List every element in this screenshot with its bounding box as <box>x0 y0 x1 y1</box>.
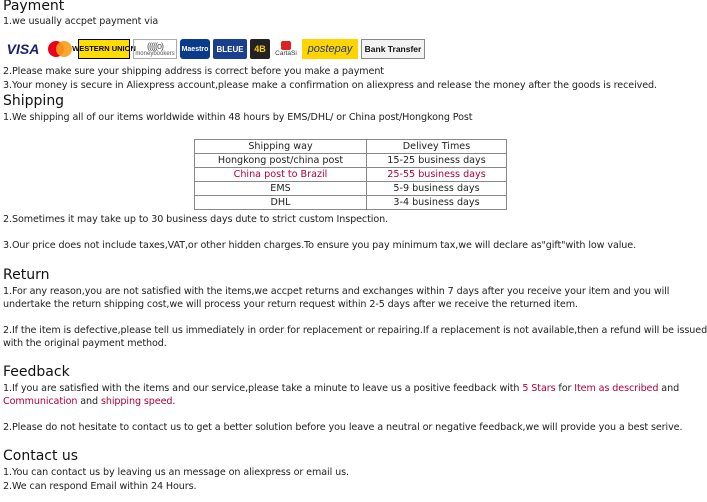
communication-text: Communication <box>3 396 78 407</box>
table-cell: 25-55 business days <box>367 168 507 182</box>
feedback-line-2: 2.Please do not hesitate to contact us to get a better solution before you leave a neutral or negative feedback,we will provide you a best serive. <box>3 422 683 433</box>
shipping-line-1: 1.We shipping all of our items worldwide within 48 hours by EMS/DHL/ or China post/Hongkong Post <box>3 112 473 123</box>
contact-line-2: 2.We can respond Email within 24 Hours. <box>3 481 197 492</box>
return-line-2b: with the original payment method. <box>3 338 167 349</box>
table-cell: 15-25 business days <box>367 154 507 168</box>
feedback-line-1: 1.If you are satisfied with the items and our service,please take a minute to leave us a positive feedback with 5 Stars for Item as described and <box>3 383 680 394</box>
payment-line-1: 1.we usually accpet payment via <box>3 16 159 27</box>
feedback-heading: Feedback <box>3 364 70 380</box>
return-line-1a: 1.For any reason,you are not satisfied with the items,we accpet returns and exchanges within 7 days after you receive your item and you will <box>3 286 670 297</box>
five-stars-text: 5 Stars <box>522 383 556 394</box>
shipping-heading: Shipping <box>3 93 65 109</box>
visa-logo: VISA <box>6 41 40 57</box>
header-shipping-way: Shipping way <box>195 140 367 154</box>
table-row <box>195 154 507 168</box>
4b-logo: 4B <box>250 39 270 59</box>
payment-line-2: 2.Please make sure your shipping address is correct before you make a payment <box>3 66 384 77</box>
feedback-line-1b: Communication and shipping speed. <box>3 396 176 407</box>
shipping-table <box>194 139 507 210</box>
moneybookers-logo: (((((o) moneybookers <box>133 39 177 59</box>
table-cell: EMS <box>195 182 367 196</box>
return-heading: Return <box>3 267 50 283</box>
shipping-table-header <box>195 140 507 154</box>
table-row <box>195 182 507 196</box>
contact-line-1: 1.You can contact us by leaving us an message on aliexpress or email us. <box>3 467 349 478</box>
postepay-logo: postepay <box>302 39 358 59</box>
return-line-2a: 2.If the item is defective,please tell us immediately in order for replacement or repairing.If a replacement is not available,then a refund will be issued <box>3 325 707 336</box>
table-cell: DHL <box>195 196 367 210</box>
bank-transfer-logo: Bank Transfer <box>361 39 425 59</box>
table-cell: Hongkong post/china post <box>195 154 367 168</box>
table-cell: 3-4 business days <box>367 196 507 210</box>
shipping-line-2: 2.Sometimes it may take up to 30 business days dute to strict custom Inspection. <box>3 214 389 225</box>
maestro-logo: Maestro <box>180 39 210 59</box>
bleue-logo: BLEUE <box>213 39 247 59</box>
table-cell: 5-9 business days <box>367 182 507 196</box>
payment-logos <box>4 38 425 60</box>
header-delivery-times: Delivey Times <box>367 140 507 154</box>
payment-line-3: 3.Your money is secure in Aliexpress account,please make a confirmation on aliexpress and release the money after the goods is received. <box>3 80 657 91</box>
mastercard-logo <box>45 39 75 59</box>
payment-heading: Payment <box>3 0 65 14</box>
return-line-1b: undertake the return shipping cost,we will process your return request within 2-5 days after we receive the returned item. <box>3 299 578 310</box>
shipping-line-3: 3.Our price does not include taxes,VAT,or other hidden charges.To ensure you pay minimum tax,we will declare as"gift"with low value. <box>3 240 637 251</box>
contact-heading: Contact us <box>3 448 79 464</box>
table-cell: China post to Brazil <box>195 168 367 182</box>
western-union-logo: WESTERN UNION <box>78 39 130 59</box>
cartasi-logo: CartaSi <box>273 39 299 59</box>
table-row <box>195 196 507 210</box>
table-row <box>195 168 507 182</box>
shipping-speed-text: shipping speed <box>100 396 173 407</box>
item-as-described-text: Item as described <box>574 383 659 394</box>
